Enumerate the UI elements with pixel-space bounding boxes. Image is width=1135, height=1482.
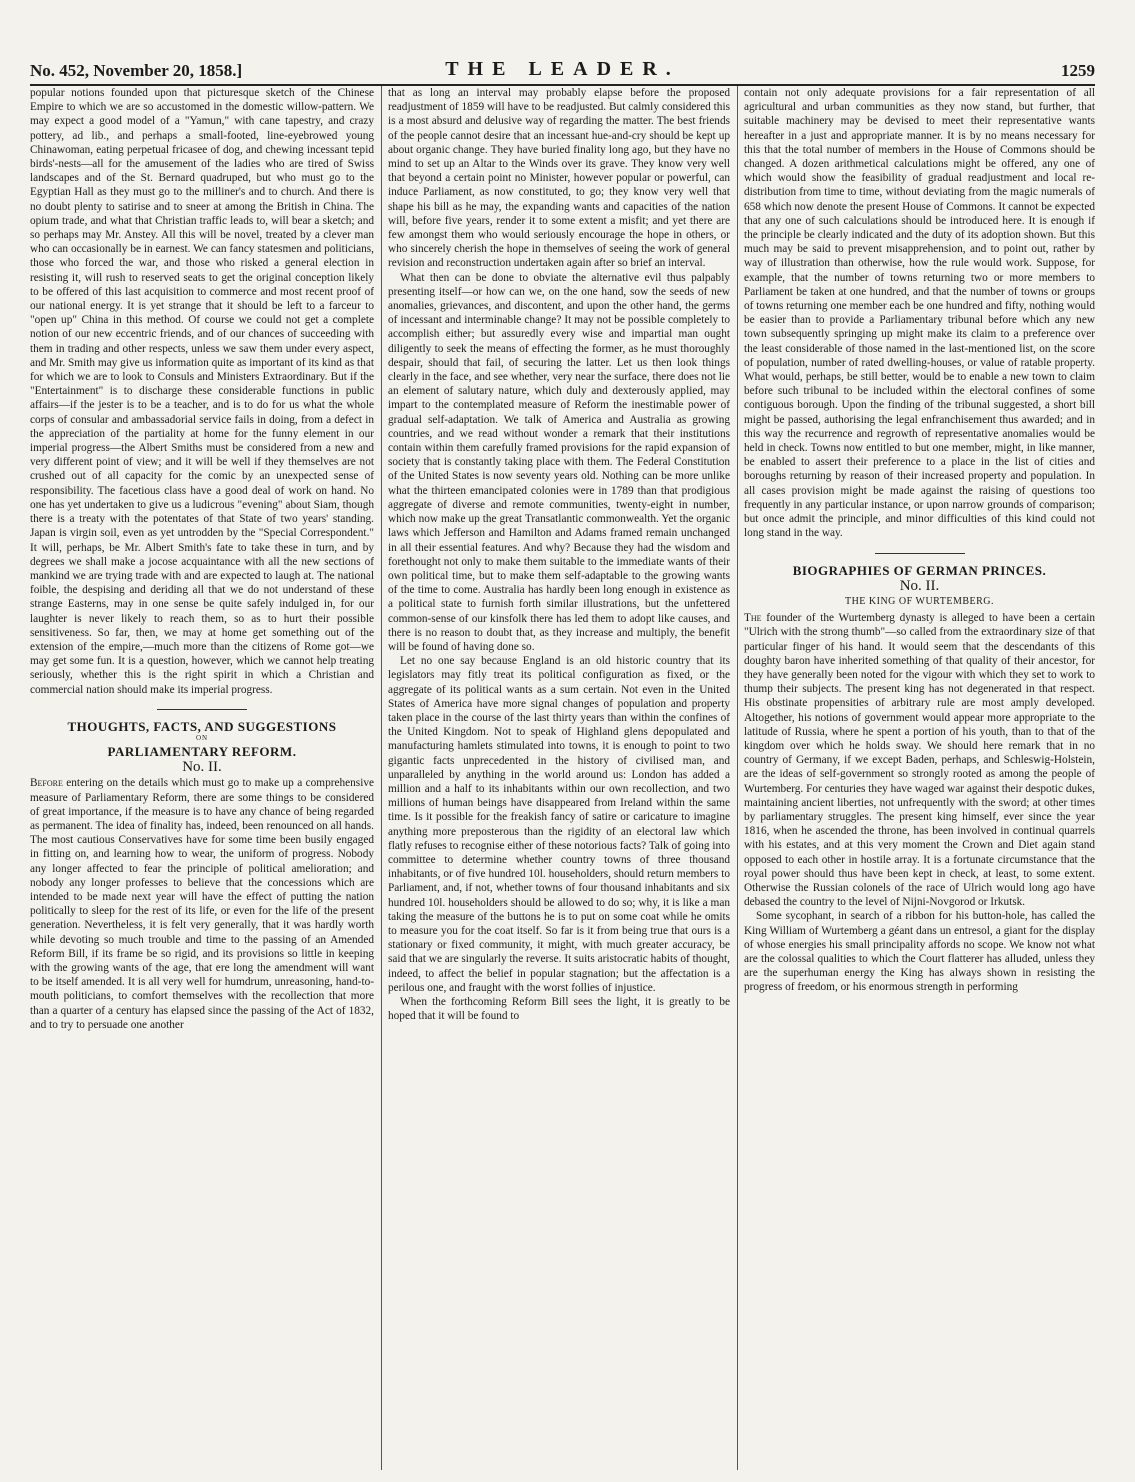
article-subheading: THE KING OF WURTEMBERG.	[844, 595, 995, 607]
article-paragraph: When the forthcoming Reform Bill sees the light, it is greatly to be hoped that it will be found to	[388, 996, 730, 1023]
article-heading: THOUGHTS, FACTS, AND SUGGESTIONS	[67, 718, 337, 734]
article-heading-sub: PARLIAMENTARY REFORM.	[107, 743, 297, 759]
masthead	[30, 54, 1095, 86]
issue-line: No. 452, November 20, 1858.]	[30, 61, 243, 80]
column-rule	[737, 86, 738, 1470]
paragraph-text: entering on the details which must go to make up a comprehensive measure of Parliamentary Reform, there are some things to be considered of great importance, if the measure is to have any chance of being regarded as permanent. The idea of finality has, indeed, been renounced on all hands. The most cautious Conservatives have for some time been busily engaged in fitting on, and learning how to wear, the uniform of progress. Nobody any longer affected to fear the principle of political amelioration; and nobody any longer professes to believe that the concessions which are intended to be made next year will have the effect of putting the nation politically to sleep for the rest of its life, or even for the life of the present generation. Nevertheless, it is felt very generally, that it was hardly worth while devoting so much trouble and time to the passing of an Amended Reform Bill, if its frame be so rigid, and its provisions so little in keeping with the growing wants of the age, that ere long the amendment will want to be itself amended. It is all very well for humdrum, unreasoning, hand-to-mouth politicians, to comfort themselves with the recollection that more than a quarter of a century has elapsed since the passing of the Act of 1832, and to try to persuade one another	[30, 777, 374, 1031]
section-divider	[157, 709, 247, 710]
column-rule	[381, 86, 382, 1470]
column-2	[388, 86, 730, 1470]
section-divider	[875, 553, 965, 554]
article-number: No. II.	[182, 759, 222, 776]
article-paragraph: popular notions founded upon that picturesque sketch of the Chinese Empire to which we are so accustomed in the domestic willow-pattern. We may expect a good model of a "Yamun," with cane tapestry, and crazy pottery, ad lib., and perhaps a small-footed, line-eyebrowed young Chinawoman, eating perpetual fricasee of dog, and chewing incessant tepid birds'-nests—all for the amusement of the ladies who are tired of Swiss landscapes and of the St. Bernard quadruped, but who must go to the Egyptian Hall as they must go to the milliner's and to church. And there is no doubt plenty to satirise and to sneer at among the British in China. The opium trade, and what that Christian traffic leads to, will bear a sketch; and so perhaps may Mr. Anstey. All this will be novel, treated by a clever man who can occasionally be in earnest. We can fancy statesmen and politicians, those who forced the war, and those who risked a general election in resisting it, will rush to reserved seats to get the original conception likely to be offered of this last acquisition to commerce and most recent proof of our national energy. It is yet strange that it should be left to a farceur to "open up" China in this method. Of course we could not get a complete notion of our new eccentric friends, and of our chances of succeeding with them in trading and other respects, unless we saw them under every aspect, and Mr. Smith may give us information quite as important of its kind as that for which we are to look to Consuls and Ministers Extraordinary. But if the "Entertainment" is to discharge these considerable functions in public affairs—if the jester is to be a teacher, and is to do for us what the whole corps of consular and ambassadorial service fails in doing, from a defect in the appreciation of the partiality at home for the funny element in our imperial progress—the Albert Smiths must be considered from a new and very different point of view; and it will be well if they themselves are not crushed out of all capacity for the comic by an unexpected sense of responsibility. The facetious class have a good deal of work on hand. No one has yet undertaken to give us a ludicrous "evening" about Siam, though there is a treaty with the potentates of that State of two years' standing. Japan is virgin soil, even as yet untrodden by the "Special Correspondent." It will, perhaps, be Mr. Albert Smith's fate to take these in turn, and by degrees we shall make a jocose acquaintance with all the new sections of mankind we are trying trade with and are expected to laugh at. The national foible, the despising and deriding all that we do not understand of these strange Easterns, may in one sense be quite safely indulged in, for our laughter is never likely to reach them, so as to hurt their possible sensitiveness. So far, then, we may at home get something out of the extension of the empire,—much more than the citizens of Rome got—we may get some fun. It is a question, however, which we cannot help treating seriously, whether this is the right spirit in which a Christian and commercial nation should make its imperial progress.	[30, 87, 374, 696]
lead-word: The	[744, 612, 762, 625]
article-number: No. II.	[899, 577, 940, 594]
lead-word: Before	[30, 777, 63, 790]
paragraph-text: founder of the Wurtemberg dynasty is alleged to have been a certain "Ulrich with the strong thumb"—so called from the extraordinary size of that particular finger of his hand. It would seem that the descendants of this doughty baron have inherited something of that quality of their ancestor, for they have generally been noted for the vigour with which they set to work to thump their subjects. The present king has not degenerated in that respect. His obstinate propensities of arbitrary rule are most amply developed. Altogether, his notions of government would appear more appropriate to the latitude of Russia, where he spent a portion of his youth, than to that of the kingdom over which he holds sway. We should here remark that in no country of Germany, if we except Baden, perhaps, and Schleswig-Holstein, are the ideas of self-government so strongly rooted as among the people of Wurtemberg. For centuries they have waged war against their despotic dukes, maintaining ancient liberties, not unfrequently with the sword; at other times by parliamentary struggles. The present king himself, ever since the year 1816, when he ascended the throne, has been involved in continual quarrels with his estates, and at this very moment the Crown and Diet again stand opposed to each other in hostile array. It is a fortunate circumstance that the royal power should thus have been kept in check, at least, to some extent. Otherwise the Russian colonels of the race of Ulrich would long ago have debased the country to the level of Nijni-Novgorod or Irkutsk.	[744, 612, 1095, 909]
article-heading-on: ON	[195, 733, 209, 742]
article-paragraph: that as long an interval may probably elapse before the proposed readjustment of 1859 will have to be readjusted. But calmly considered this is a most absurd and delusive way of regarding the matter. The best friends of the people cannot desire that an incessant hue-and-cry should be kept up about organic change. They have buried finality long ago, but they have no mind to set up an Altar to the Winds over its grave. They know very well that beyond a certain point no Minister, however popular or powerful, can induce Parliament, as now constituted, to go; they know very well that shape his bill as he may, the expanding wants and capacities of the nation will, before five years, render it to some extent a misfit; and yet there are few amongst them who would seriously encourage the hope in others, or who sincerely cherish the hope in themselves of seeing the work of general revision and reconstruction undertaken again after so brief an interval.	[388, 87, 730, 270]
columns	[30, 86, 1095, 1470]
page-number: 1259	[1061, 61, 1095, 80]
article-paragraph: What then can be done to obviate the alternative evil thus palpably presenting itself—or how can we, on the one hand, sow the seeds of new anomalies, grievances, and discontent, and upon the other hand, the germs of incessant and interminable change? It may not be possible completely to accomplish either; but assuredly every wise and impartial man ought diligently to seek the means of effecting the former, as he must thoroughly despair, should that fail, of securing the latter. Let us then look things clearly in the face, and see whether, very near the surface, there does not lie an element of salutary nature, which duly and dexterously applied, may impart to the contemplated measure of Reform the inestimable power of gradual self-adaptation. We talk of America and Australia as growing countries, and we read without wonder a remark that their institutions contain within them carefully framed provisions for the rapid expansion of society that is constantly taking place with them. The Federal Constitution of the United States is now seventy years old. Nothing can be more unlike what the thirteen emancipated colonies were in 1789 than that prodigious aggregate of diverse and remote communities, twenty-eight in number, which now make up the great Transatlantic commonwealth. Yet the organic laws which Jefferson and Hamilton and Adams framed remain unchanged in all their essential features. And why? Because they had the wisdom and forethought not only to make them suitable to the immediate wants of their own political time, but to make them self-adaptable to the growing wants of the time to come. Australia has hardly been long enough in existence as a political state to furnish forth similar illustrations, but the unfettered common-sense of our kinsfolk there has led them to adopt like causes, and there is no reason to doubt that, as they increase and multiply, the benefit will be found of having done so.	[388, 271, 730, 653]
column-1	[30, 86, 374, 1470]
article-heading: BIOGRAPHIES OF GERMAN PRINCES.	[792, 562, 1047, 578]
newspaper-title: THE LEADER.	[445, 58, 680, 80]
article-paragraph: contain not only adequate provisions for a fair representation of all agricultural and urban communities as they now stand, but further, that suitable machinery may be devised to meet their representative wants hereafter in a just and appropriate manner. It is by no means necessary for this that the total number of members in the House of Commons should be changed. A dozen arithmetical calculations might be offered, any one of which would show the feasibility of gradual readjustment and local re-distribution from time to time, without deviating from the magic numerals of 658 which now denote the present House of Commons. It cannot be expected that any one of such calculations should be introduced here. It is enough if the principle be clearly indicated and the duty of its adoption shown. But this much may be said to prevent misapprehension, and to point out, rather by way of illustration than otherwise, how the rule would work. Suppose, for example, that the number of towns returning two or more members to Parliament be taken at one hundred, and that the number of towns or groups of towns returning one member each be one hundred and fifty, nothing would be easier than to provide a Parliamentary tribunal before which any new town subsequently springing up might make its claim to a preference over the least considerable of those named in the last-mentioned list, on the score of population, number of rated dwelling-houses, or value of ratable property. What would, perhaps, be still better, would be to enable a new town to claim before such tribunal to be included within the electoral confines of some contiguous borough. Upon the finding of the tribunal suggested, a short bill might be passed, authorising the legal enfranchisement thus awarded; and in this way the recurrence and regrowth of representative anomalies would be held in check. Towns now entitled to but one member, might, in like manner, be enabled to assert their preference to a place in the list of cities and boroughs returning by reason of their increased property and population. In all cases provision might be made against the raising of questions too frequently in any particular instance, or upon narrow grounds of comparison; but once admit the principle, and minor difficulties of this kind could not long stand in the way.	[744, 87, 1095, 540]
article-paragraph	[30, 776, 374, 1032]
article-paragraph: Some sycophant, in search of a ribbon for his button-hole, has called the King William of Wurtemberg a géant dans un entresol, a giant for the display of whose energies his small principality affords no scope. We know not what are the colossal qualities to which the Court flatterer has alluded, unless they are the superhuman energy the King has always shown in resisting the progress of freedom, or his enormous strength in performing	[744, 910, 1095, 994]
article-paragraph: Let no one say because England is an old historic country that its legislators may fitly treat its political configuration as fixed, or the aggregate of its political wants as a sum certain. Not even in the United States of America have more signal changes of population and property taken place in the course of the last thirty years than within the confines of the United Kingdom. Not to speak of Highland glens depopulated and manufacturing hamlets stimulated into towns, it is enough to point to two gigantic facts unprecedented in the history of civilised man, and unparalleled by anything in the world around us: London has added a million and a half to its inhabitants within our own recollection, and two millions of human beings have disappeared from Ireland within the same time. Is it possible for the freakish fancy of satire or caricature to imagine anything more preposterous than the rigidity of an electoral law which flatly refuses to recognise either of these notorious facts? Talk of going into committee to determine whether country towns of three thousand inhabitants, or of five hundred 10l. householders, should return members to Parliament, and, if not, whether towns of four thousand inhabitants and six hundred 10l. householders should be allowed to do so; why, it is like a man taking the measure of the buttons he is to put on some coat while he omits to measure you for the coat itself. So far is it from being true that ours is a stationary or fixed community, it might, with much greater accuracy, be said that we are singularly the reverse. It suits aristocratic habits of thought, indeed, to affect the belief in popular stagnation; but the affectation is a perilous one, and fraught with the worst follies of injustice.	[388, 655, 730, 994]
column-3	[744, 86, 1095, 1470]
article-paragraph	[744, 611, 1095, 909]
